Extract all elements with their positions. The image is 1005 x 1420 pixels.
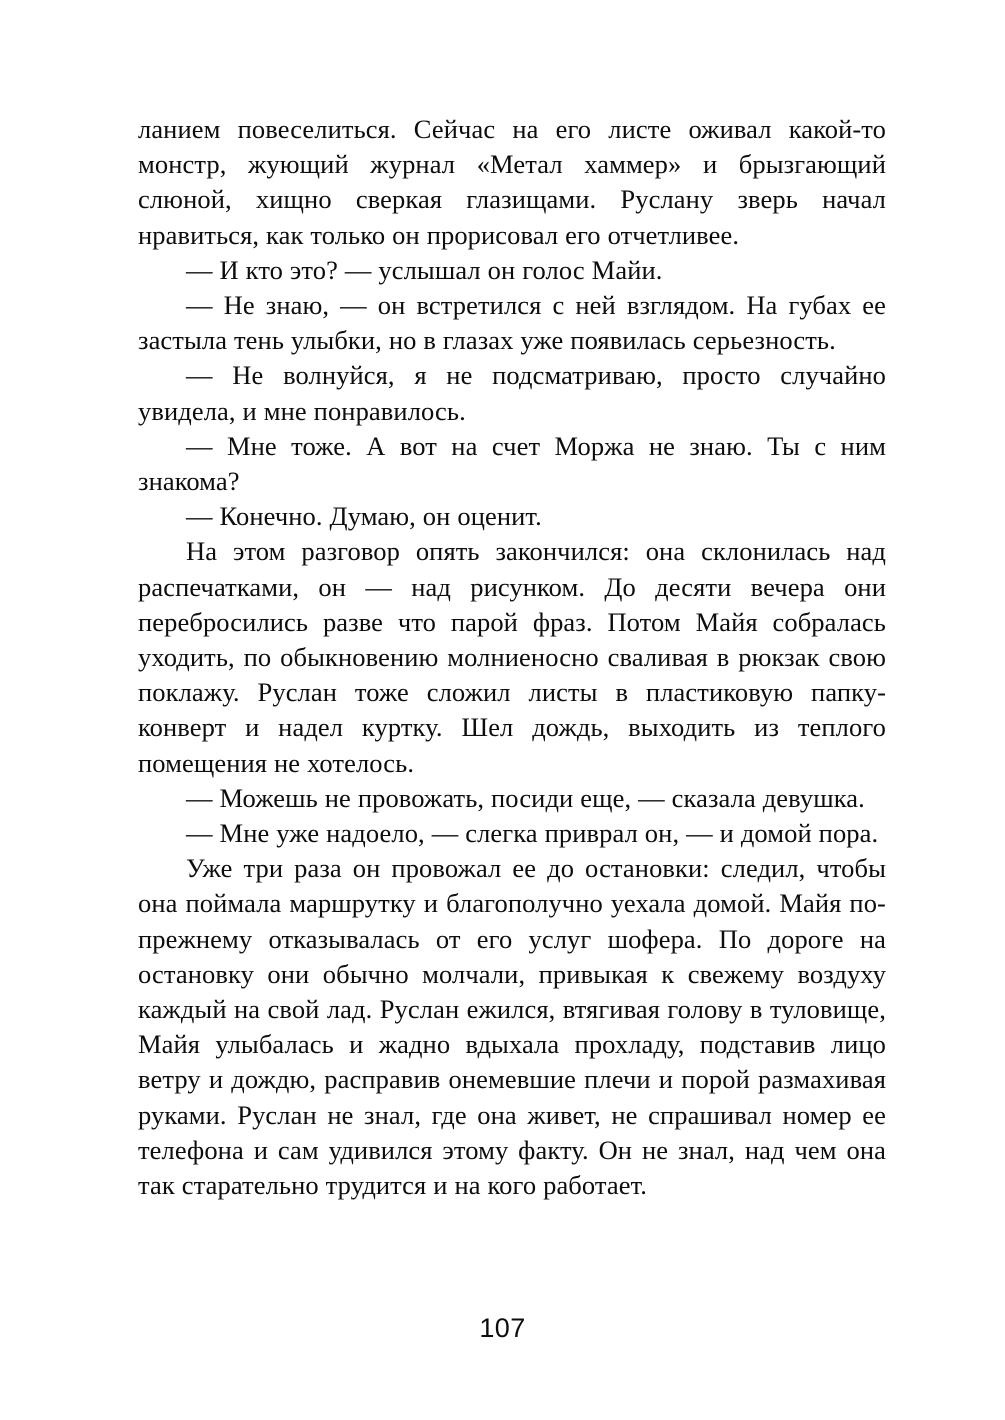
dialogue-paragraph: — Не волнуйся, я не подсматриваю, просто случайно увидела, и мне понравилось. [138,360,886,426]
text-column [138,112,886,1203]
page-number: 107 [479,1313,526,1343]
dialogue-paragraph: — Можешь не провожать, посиди еще, — сказала девушка. [186,782,865,813]
paragraph-continuation: ланием повеселиться. Сейчас на его листе оживал какой-то монстр, жующий журнал «Метал хаммер» и брызгающий слюной, хищно сверкая глазищами. Руслану зверь начал нравиться, как только он прорисовал его отчетливее. [138,114,886,250]
dialogue-paragraph: — Не знаю, — он встретился с ней взглядом. На губах ее застыла тень улыбки, но в глазах уже появилась серьезность. [138,290,886,356]
narrative-paragraph: На этом разговор опять закончился: она склонилась над распечатками, он — над рисунком. До десяти вечера они перебросились разве что парой фраз. Потом Майя собралась уходить, по обыкновению молниеносно сваливая в рюкзак свою поклажу. Руслан тоже сложил листы в пластиковую папку-конверт и надел куртку. Шел дождь, выходить из теплого помещения не хотелось. [138,536,886,778]
dialogue-paragraph: — И кто это? — услышал он голос Майи. [186,254,663,285]
dialogue-paragraph: — Конечно. Думаю, он оценит. [186,501,542,532]
narrative-paragraph: Уже три раза он провожал ее до остановки: следил, чтобы она поймала маршрутку и благополучно уехала домой. Майя по-прежнему отказывалась от его услуг шофера. По дороге на остановку они обычно молчали, привыкая к свежему воздуху каждый на свой лад. Руслан ежился, втягивая голову в туловище, Майя улыбалась и жадно вдыхала прохладу, подставив лицо ветру и дождю, расправив онемевшие плечи и порой размахивая руками. Руслан не знал, где она живет, не спрашивал номер ее телефона и сам удивился этому факту. Он не знал, над чем она так старательно трудится и на кого работает. [138,853,886,1201]
dialogue-paragraph: — Мне уже надоело, — слегка приврал он, — и домой пора. [186,818,879,849]
dialogue-paragraph: — Мне тоже. А вот на счет Моржа не знаю. Ты с ним знакома? [138,430,886,497]
